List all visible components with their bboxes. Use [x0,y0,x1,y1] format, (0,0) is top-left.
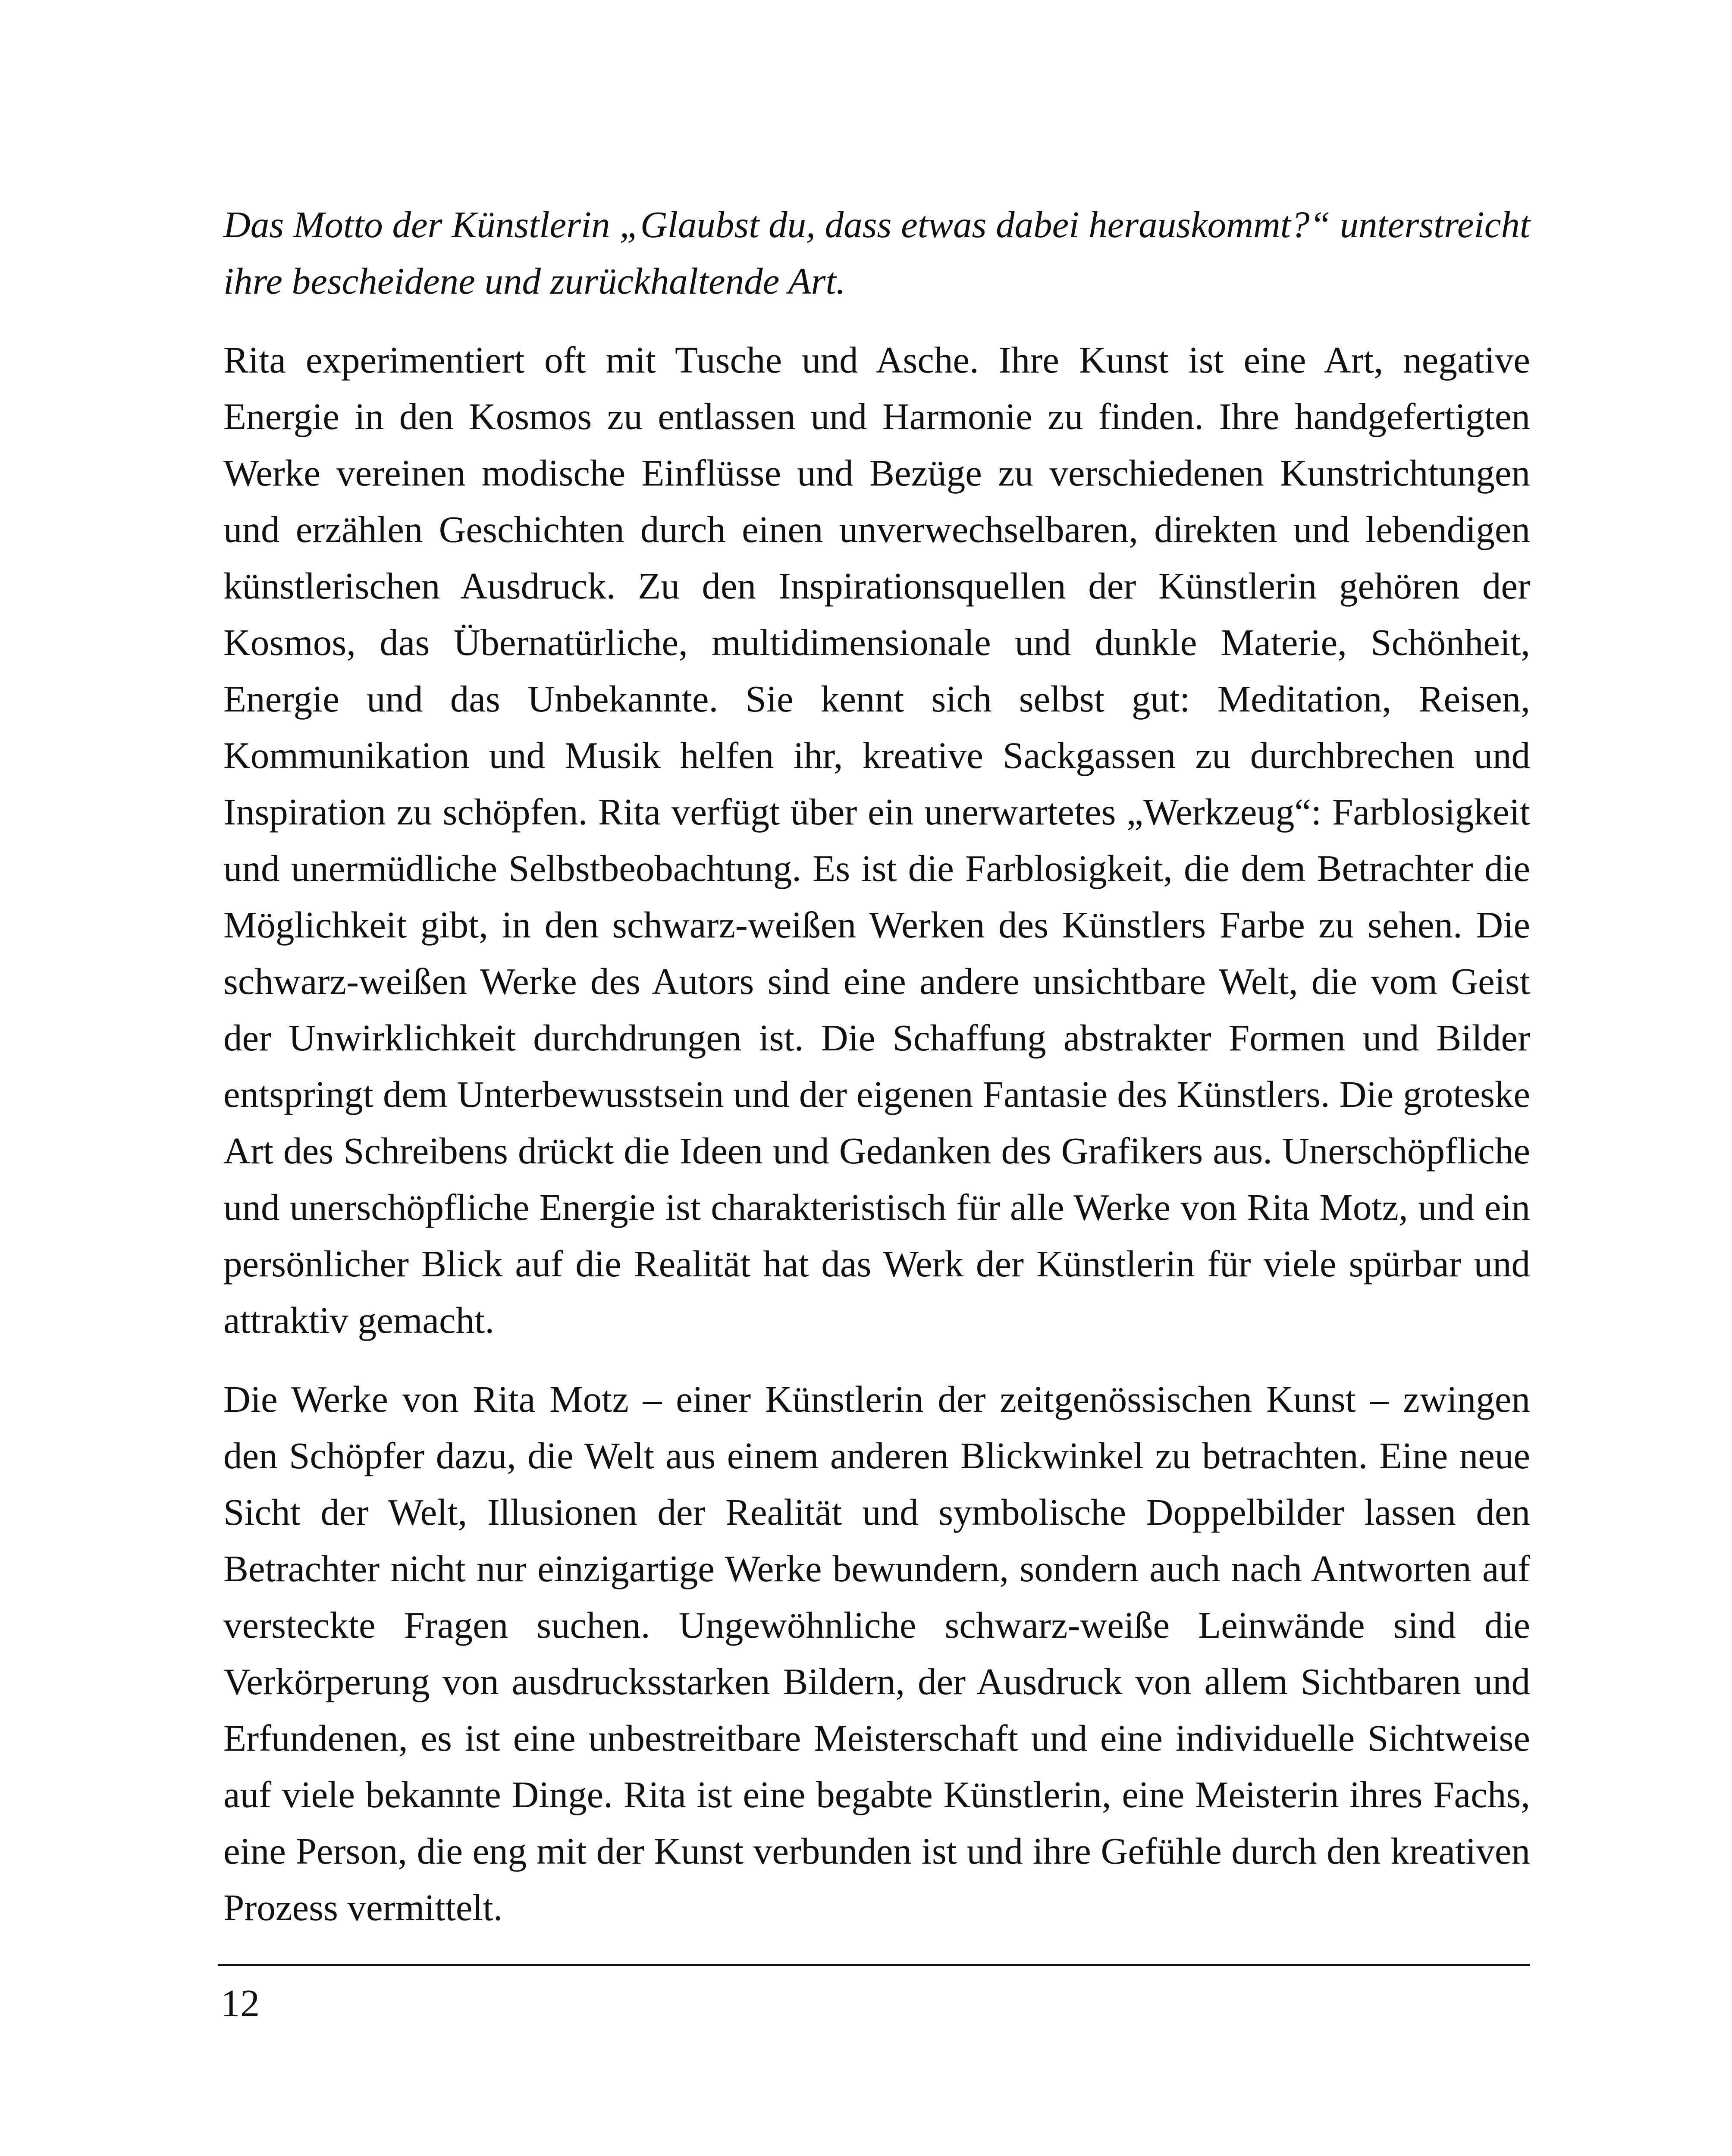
motto-paragraph: Das Motto der Künstlerin „Glaubst du, dass etwas dabei herauskommt?“ unterstreicht ihre bescheidene und zurückhaltende Art. [223,204,1530,302]
paragraph-1: Rita experimentiert oft mit Tusche und Asche. Ihre Kunst ist eine Art, negative Energie in den Kosmos zu entlassen und Harmonie zu finden. Ihre handgefertigten Werke vereinen modische Einflüsse und Bezüge zu verschiedenen Kunstrichtungen und erzählen Geschichten durch einen unverwechselbaren, direkten und lebendigen künstlerischen Ausdruck. Zu den Inspirationsquellen der Künstlerin gehören der Kosmos, das Übernatürliche, multidimensionale und dunkle Materie, Schönheit, Energie und das Unbekannte. Sie kennt sich selbst gut: Meditation, Reisen, Kommunikation und Musik helfen ihr, kreative Sackgassen zu durchbrechen und Inspiration zu schöpfen. Rita verfügt über ein unerwartetes „Werkzeug“: Farblosigkeit und unermüdliche Selbstbeobachtung. Es ist die Farblosigkeit, die dem Betrachter die Möglichkeit gibt, in den schwarz-weißen Werken des Künstlers Farbe zu sehen. Die schwarz-weißen Werke des Autors sind eine andere unsichtbare Welt, die vom Geist der Unwirklichkeit durchdrungen ist. Die Schaffung abstrakter Formen und Bilder entspringt dem Unterbewusstsein und der eigenen Fantasie des Künstlers. Die groteske Art des Schreibens drückt die Ideen und Gedanken des Grafikers aus. Unerschöpfliche und unerschöpfliche Energie ist charakteristisch für alle Werke von Rita Motz, und ein persönlicher Blick auf die Realität hat das Werk der Künstlerin für viele spürbar und attraktiv gemacht. [223,339,1530,1341]
footer-divider [218,1964,1530,1966]
paragraph-2: Die Werke von Rita Motz – einer Künstlerin der zeitgenössischen Kunst – zwingen den Schöpfer dazu, die Welt aus einem anderen Blickwinkel zu betrachten. Eine neue Sicht der Welt, Illusionen der Realität und symbolische Doppelbilder lassen den Betrachter nicht nur einzigartige Werke bewundern, sondern auch nach Antworten auf versteckte Fragen suchen. Ungewöhnliche schwarz-weiße Leinwände sind die Verkörperung von ausdrucksstarken Bildern, der Ausdruck von allem Sichtbaren und Erfundenen, es ist eine unbestreitbare Meisterschaft und eine individuelle Sichtweise auf viele bekannte Dinge. Rita ist eine begabte Künstlerin, eine Meisterin ihres Fachs, eine Person, die eng mit der Kunst verbunden ist und ihre Gefühle durch den kreativen Prozess vermittelt. [223,1378,1530,1928]
body-text [223,196,1530,1936]
page-number: 12 [221,1982,260,2025]
